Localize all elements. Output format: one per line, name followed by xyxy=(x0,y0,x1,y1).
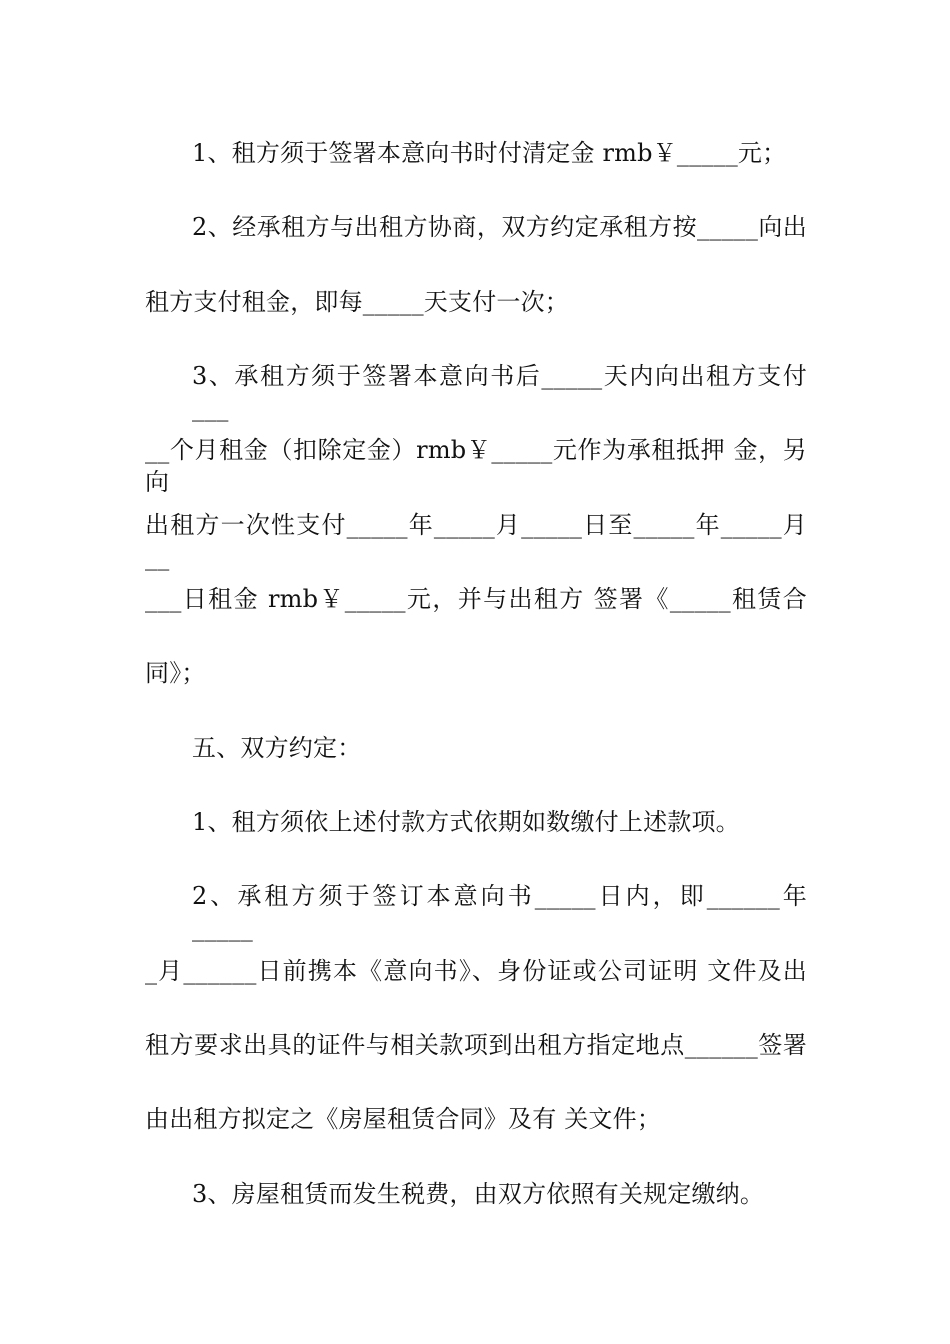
clause-5-2-line-1: 2、承租方须于签订本意向书_____日内，即______年_____ xyxy=(192,882,807,942)
clause-4-1: 1、租方须于签署本意向书时付清定金 rmb￥_____元； xyxy=(192,139,787,167)
clause-5-1: 1、租方须依上述付款方式依期如数缴付上述款项。 xyxy=(192,808,740,836)
section-5-heading: 五、双方约定： xyxy=(192,734,362,762)
clause-4-3-line-1: 3、承租方须于签署本意向书后_____天内向出租方支付___ xyxy=(192,362,807,422)
clause-5-3: 3、房屋租赁而发生税费，由双方依照有关规定缴纳。 xyxy=(192,1180,765,1208)
clause-4-2-line-2: 租方支付租金，即每_____天支付一次； xyxy=(145,288,569,316)
clause-5-2-line-4: 由出租方拟定之《房屋租赁合同》及有 关文件； xyxy=(145,1105,662,1133)
clause-5-2-line-3: 租方要求出具的证件与相关款项到出租方指定地点______签署 xyxy=(145,1031,807,1059)
clause-4-3-line-3: 出租方一次性支付_____年_____月_____日至_____年_____月__ xyxy=(145,511,807,571)
clause-4-3-line-2: __个月租金（扣除定金）rmb￥_____元作为承租抵押 金，另向 xyxy=(145,436,807,496)
clause-5-2-line-2: _月______日前携本《意向书》、身份证或公司证明 文件及出 xyxy=(145,957,807,985)
clause-4-3-line-5: 同》； xyxy=(145,659,206,687)
clause-4-2-line-1: 2、经承租方与出租方协商，双方约定承租方按_____向出 xyxy=(192,213,807,241)
clause-4-3-line-4: ___日租金 rmb￥_____元，并与出租方 签署《_____租赁合 xyxy=(145,585,807,613)
